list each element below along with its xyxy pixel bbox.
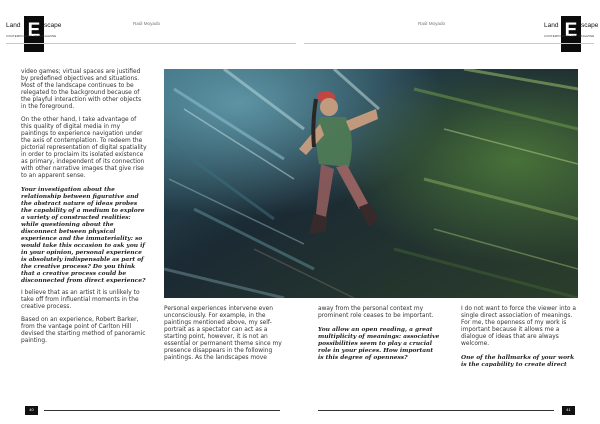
page-number-left: 40 [25,406,38,415]
painting-image [164,69,578,298]
text-column-4 [461,306,578,374]
logo-e-block: E [24,16,44,52]
header-author-left: Raúl Moyado [133,21,161,26]
interview-question: Your investigation about the relationship between figurative and the abstract nature of ideas probes the capability of a medium to explore a variety of constructed realities: while questioning about the disconnect between physical experience and the immateriality: so would take this occasion to ask you if in your opinion, personal experience is absolutely indispensable as part of the creative process? Do you think that a creative process could be disconnected from direct experience? [21,186,146,284]
paragraph: Personal experiences intervene even unconsciously. For example, in the paintings mentioned above, my self-portrait as a spectator can act as a starting point, however, it is not an essential or permanent theme since my presence disappears in the following paintings. As the landscapes move [164,306,282,361]
paragraph: Based on an experience, Robert Barker, from the vantage point of Carlton Hill devised the starting method of panoramic painting. [21,317,146,344]
logo-subtitle: CONTEMPORARY ART MAGAZINE [6,34,57,38]
logo-subtitle: CONTEMPORARY ART MAGAZINE [544,34,595,38]
text-column-3 [318,306,440,367]
footer-rule-left [44,410,280,411]
painting-illustration [164,69,578,298]
footer-rule-right [318,410,554,411]
header-left-logo [6,16,62,52]
text-column-2 [164,306,284,368]
paragraph: I believe that as an artist it is unlikely to take off from influential moments in the creative process. [21,290,140,310]
paragraph: video games; virtual spaces are justified by predefined objectives and situations. Most of the landscape continues to be relegated to the background because of the playful interaction with other objects in the foreground. [21,69,142,110]
header-right-logo [544,16,600,52]
interview-question: One of the hallmarks of your work is the capability to create direct [461,354,575,368]
interview-question: You allow an open reading, a great multiplicity of meanings: associative possibilities seem to play a crucial role in your pieces. How important is this degree of openness? [318,326,440,361]
header-rule-left [6,43,296,44]
left-text-column [21,69,147,351]
header-rule-right [304,43,594,44]
logo-e-block: E [561,16,581,52]
logo-scape-text: scape [44,22,62,29]
paragraph: away from the personal context my prominent role ceases to be important. [318,306,434,319]
header-author-right: Raúl Moyado [418,21,446,26]
logo-land-text: Land [6,22,21,29]
paragraph: I do not want to force the viewer into a single direct association of meanings. For me, the openness of my work is important because it allows me a dialogue of ideas that are always welcome. [461,306,576,347]
logo-scape-text: scape [581,22,599,29]
paragraph: On the other hand, I take advantage of this quality of digital media in my paintings to experience navigation under the axis of contemplation. To redeem the pictorial representation of digital spatiality in order to proclaim its isolated existence as primary, independent of its connection with other narrative images that give rise to an apparent sense. [21,117,147,179]
page-number-right: 41 [562,406,575,415]
logo-land-text: Land [544,22,559,29]
